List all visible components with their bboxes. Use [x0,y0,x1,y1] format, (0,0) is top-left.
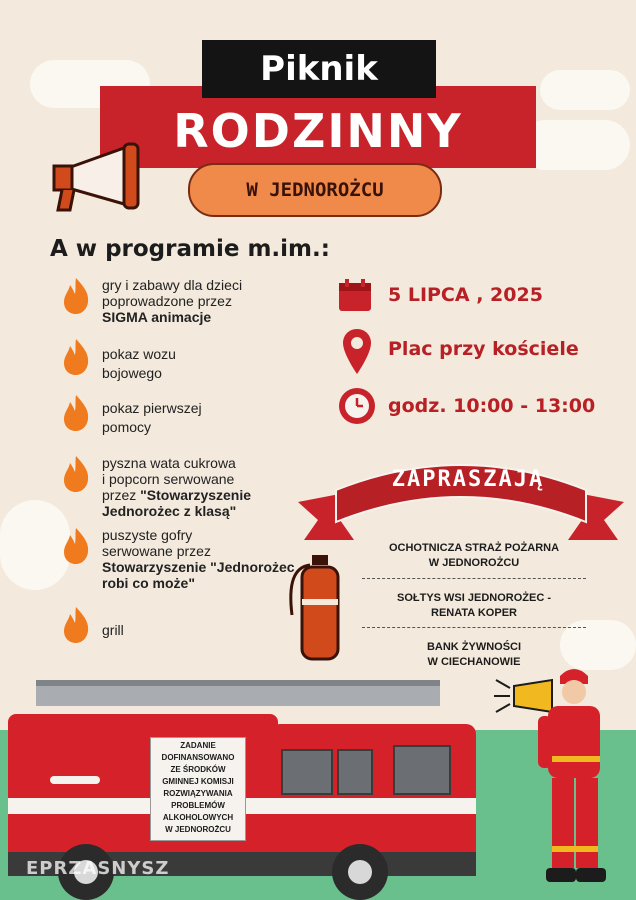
flame-icon [62,606,90,644]
program-item-text: puszyste gofry serwowane przez Stowarzyszenie "Jednorożec robi co może" [102,527,295,591]
megaphone-icon [48,140,148,216]
funding-sign: ZADANIE DOFINANSOWANO ZE ŚRODKÓW GMINNEJ KOMISJI ROZWIĄZYWANIA PROBLEMÓW ALKOHOLOWYCH W JEDNOROŻCU [150,737,246,841]
organizer-divider [362,578,586,579]
watermark-text: EPRZASNYSZ [26,858,170,879]
program-item-text: gry i zabawy dla dzieci poprowadzone przez SIGMA animacje [102,277,243,325]
cloud-decoration [540,70,630,110]
title-top: Piknik [202,40,436,98]
firefighter-illustration [490,660,630,890]
flame-icon [62,527,90,565]
event-date: 5 LIPCA , 2025 [388,284,543,306]
flame-icon [62,394,90,432]
organizer-bank: BANK ŻYWNOŚCI W CIECHANOWIE [426,641,522,668]
organizer-divider [362,627,586,628]
organizer-soltys: SOŁTYS WSI JEDNOROŻEC - RENATA KOPER [396,592,551,619]
organizer-osp: OCHOTNICZA STRAŻ POŻARNA W JEDNOROŻCU [388,542,560,569]
flame-icon [62,455,90,493]
subtitle-location: W JEDNOROŻCU [188,163,442,217]
program-heading: A w programie m.im.: [50,236,330,262]
program-item-text: pokaz wozu bojowego [102,346,176,381]
flame-icon [62,338,90,376]
title-main: RODZINNY [100,86,536,168]
event-time: godz. 10:00 - 13:00 [388,395,596,417]
program-item-text: pokaz pierwszej pomocy [102,400,202,435]
cloud-decoration [520,120,630,170]
fire-extinguisher-icon [286,553,346,661]
program-item-text: pyszna wata cukrowa i popcorn serwowane przez "Stowarzyszenie Jednorożec z klasą" [102,455,252,519]
calendar-icon [338,278,372,312]
program-item-text: grill [102,622,124,638]
location-pin-icon [342,328,372,376]
event-place: Plac przy kościele [388,338,579,360]
clock-icon [338,387,376,425]
invite-banner-text: ZAPRASZAJĄ [391,467,545,492]
cloud-decoration [0,500,70,590]
flame-icon [62,277,90,315]
